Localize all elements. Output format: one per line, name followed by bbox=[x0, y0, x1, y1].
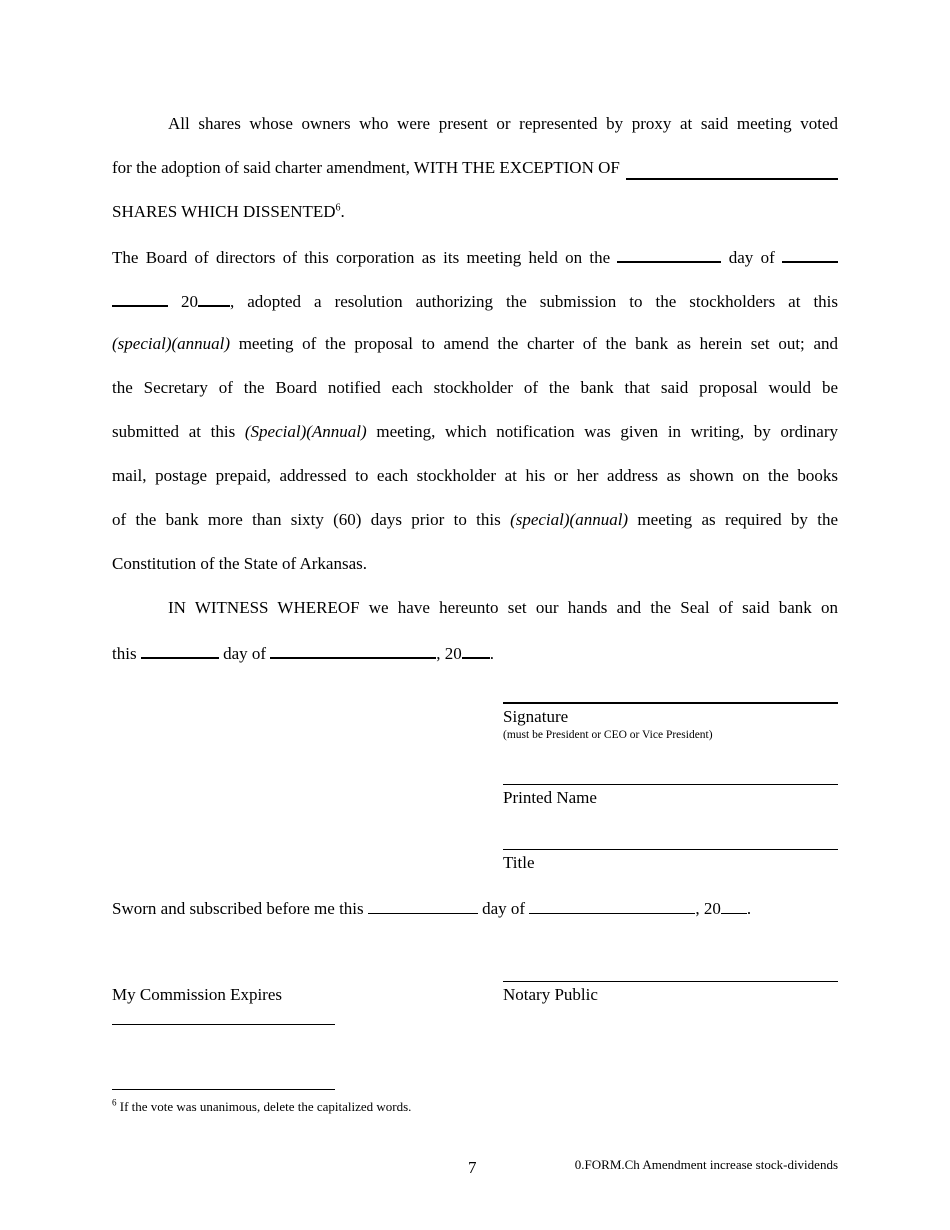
sworn-period: . bbox=[746, 899, 752, 918]
board-line-2-year-prefix: 20 bbox=[181, 292, 198, 311]
sworn-dayof-text: day of bbox=[482, 899, 526, 918]
commission-expires-line[interactable] bbox=[112, 1024, 335, 1025]
footnote-separator bbox=[112, 1089, 335, 1090]
board-line-5-meeting-type: (Special)(Annual) bbox=[244, 422, 367, 441]
printed-name-line[interactable] bbox=[503, 784, 838, 785]
board-line-3-meeting-type: (special)(annual) bbox=[112, 334, 231, 353]
sworn-month-blank[interactable] bbox=[529, 896, 695, 914]
footnote-number: 6 bbox=[112, 1097, 117, 1108]
board-paragraph-line-5 bbox=[112, 420, 838, 444]
footnote-text: If the vote was unanimous, delete the capitalized words. bbox=[116, 1099, 412, 1114]
page-number: 7 bbox=[468, 1158, 477, 1177]
signature-line[interactable] bbox=[503, 702, 838, 704]
shares-line-2-text: for the adoption of said charter amendment, WITH THE EXCEPTION OF bbox=[112, 158, 620, 177]
commission-expires-label: My Commission Expires bbox=[112, 985, 283, 1004]
witness-paragraph-line-1 bbox=[168, 596, 838, 620]
title-label: Title bbox=[503, 853, 535, 872]
witness-this-text: this bbox=[112, 644, 137, 663]
board-line-3-text: meeting of the proposal to amend the charter of the bank as herein set out; and bbox=[238, 334, 838, 353]
witness-period: . bbox=[489, 644, 495, 663]
witness-year-blank[interactable] bbox=[462, 640, 490, 659]
title-line[interactable] bbox=[503, 849, 838, 850]
footnote bbox=[112, 1098, 411, 1116]
printed-name-label: Printed Name bbox=[503, 788, 597, 807]
board-paragraph-line-7 bbox=[112, 508, 838, 532]
notary-signature-line[interactable] bbox=[503, 981, 838, 982]
board-line-2-text: , adopted a resolution authorizing the submission to the stockholders at this bbox=[230, 292, 839, 311]
board-line-4-text: the Secretary of the Board notified each stockholder of the bank that said proposal would be bbox=[112, 378, 838, 397]
shares-paragraph-line-1 bbox=[168, 112, 838, 136]
meeting-month-blank-start[interactable] bbox=[782, 244, 838, 263]
witness-month-blank[interactable] bbox=[270, 640, 436, 659]
meeting-month-blank-end[interactable] bbox=[112, 288, 168, 307]
witness-year-prefix: , 20 bbox=[436, 644, 462, 663]
footer-file-name: 0.FORM.Ch Amendment increase stock-dividends bbox=[574, 1157, 838, 1172]
board-line-7-meeting-type: (special)(annual) bbox=[510, 510, 629, 529]
sworn-year-blank[interactable] bbox=[721, 896, 747, 914]
signature-note: (must be President or CEO or Vice President) bbox=[503, 729, 713, 741]
signature-label: Signature bbox=[503, 707, 569, 726]
shares-line-1-text: All shares whose owners who were present or represented by proxy at said meeting voted bbox=[168, 114, 838, 133]
board-paragraph-line-6 bbox=[112, 464, 838, 488]
meeting-day-blank[interactable] bbox=[617, 244, 721, 263]
sworn-text: Sworn and subscribed before me this bbox=[112, 899, 364, 918]
witness-paragraph-line-2 bbox=[112, 640, 838, 666]
shares-paragraph-line-2 bbox=[112, 156, 838, 180]
meeting-year-blank[interactable] bbox=[198, 288, 230, 307]
footnote-reference[interactable]: 6 bbox=[335, 202, 341, 214]
sworn-day-blank[interactable] bbox=[368, 896, 478, 914]
board-paragraph-line-1 bbox=[112, 244, 838, 270]
witness-dayof-text: day of bbox=[223, 644, 267, 663]
sworn-year-prefix: , 20 bbox=[695, 899, 721, 918]
board-paragraph-line-8 bbox=[112, 552, 838, 576]
dissenting-shares-blank[interactable] bbox=[626, 160, 838, 180]
sworn-line bbox=[112, 896, 838, 921]
board-line-6-text: mail, postage prepaid, addressed to each stockholder at his or her address as shown on the books bbox=[112, 466, 838, 485]
shares-line-3-text: SHARES WHICH DISSENTED bbox=[112, 202, 336, 221]
witness-day-blank[interactable] bbox=[141, 640, 219, 659]
witness-line-1-text: IN WITNESS WHEREOF we have hereunto set our hands and the Seal of said bank on bbox=[168, 598, 838, 617]
shares-line-3-end: . bbox=[340, 202, 345, 221]
board-line-5-text-b: meeting, which notification was given in writing, by ordinary bbox=[376, 422, 838, 441]
board-paragraph-line-2 bbox=[112, 288, 838, 314]
board-line-5-text-a: submitted at this bbox=[112, 422, 236, 441]
board-paragraph-line-4 bbox=[112, 376, 838, 400]
notary-public-label: Notary Public bbox=[503, 985, 598, 1004]
shares-paragraph-line-3 bbox=[112, 200, 838, 224]
board-line-8-text: Constitution of the State of Arkansas. bbox=[112, 554, 367, 573]
board-paragraph-line-3 bbox=[112, 332, 838, 356]
board-line-1-dayof: day of bbox=[728, 248, 775, 267]
board-line-7-text-a: of the bank more than sixty (60) days prior to this bbox=[112, 510, 501, 529]
board-line-7-text-b: meeting as required by the bbox=[637, 510, 839, 529]
board-line-1-text: The Board of directors of this corporation as its meeting held on the bbox=[112, 248, 611, 267]
